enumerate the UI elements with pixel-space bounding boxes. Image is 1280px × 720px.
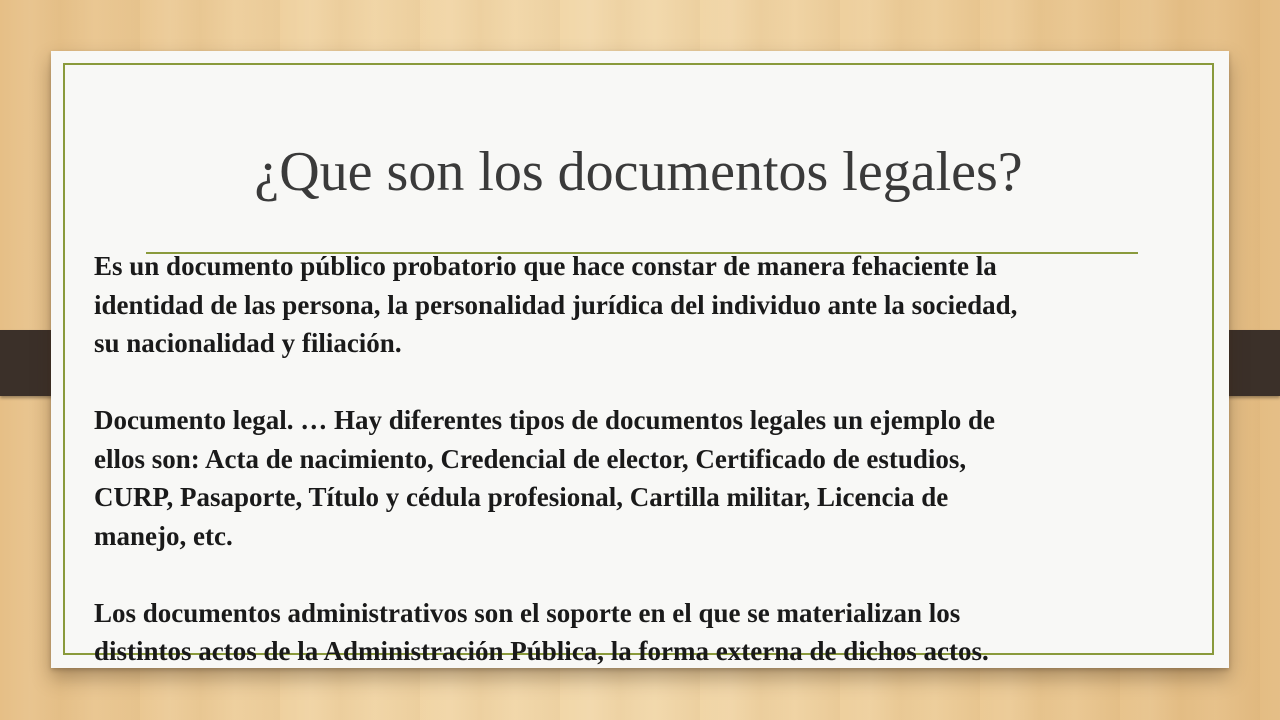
- paragraph-examples: [94, 401, 1194, 555]
- paragraph-line: su nacionalidad y filiación.: [94, 328, 402, 358]
- paragraph-line: identidad de las persona, la personalidad jurídica del individuo ante la sociedad,: [94, 289, 1018, 320]
- paragraph-definition: [94, 247, 1194, 363]
- paragraph-line: Documento legal. … Hay diferentes tipos de documentos legales un ejemplo de: [94, 405, 995, 435]
- paragraph-line: distintos actos de la Administración Pública, la forma externa de dichos actos.: [94, 636, 989, 666]
- paragraph-line: CURP, Pasaporte, Título y cédula profesional, Cartilla militar, Licencia de: [94, 482, 949, 512]
- slide-body: [94, 247, 1194, 671]
- paragraph-line: ellos son: Acta de nacimiento, Credencial de elector, Certificado de estudios,: [94, 443, 967, 474]
- paragraph-administrative: [94, 594, 1194, 671]
- paragraph-line: Los documentos administrativos son el soporte en el que se materializan los: [94, 597, 961, 628]
- paragraph-line: manejo, etc.: [94, 520, 233, 551]
- paragraph-line: Es un documento público probatorio que hace constar de manera fehaciente la: [94, 251, 997, 281]
- slide-title: ¿Que son los documentos legales?: [254, 141, 1023, 203]
